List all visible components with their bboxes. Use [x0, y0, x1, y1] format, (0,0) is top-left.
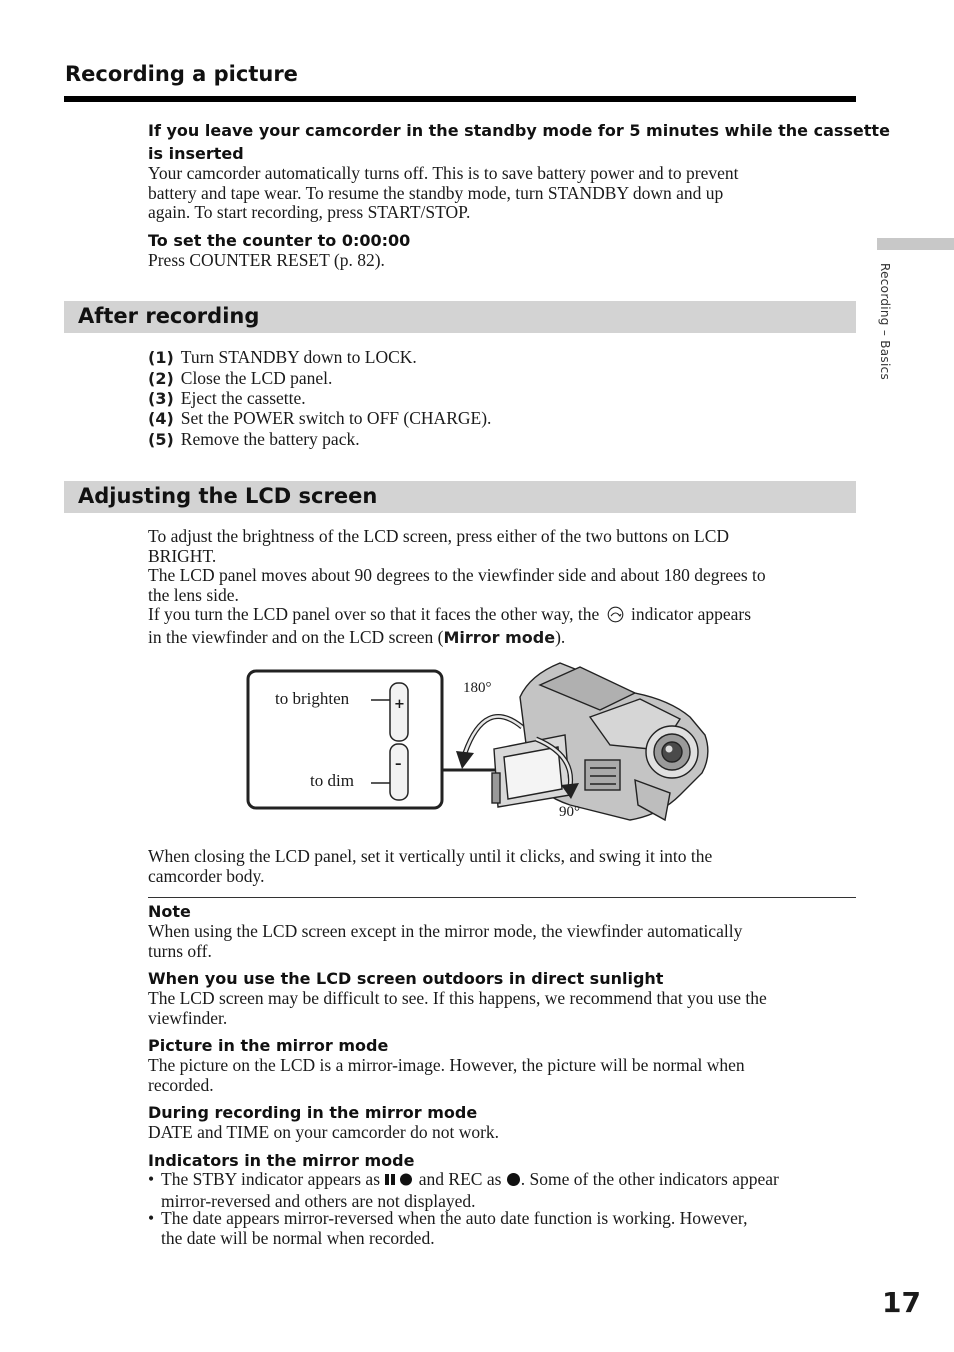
picture-mirror-heading: Picture in the mirror mode: [148, 1036, 389, 1055]
step-1: [148, 347, 417, 368]
bullet-dot: •: [148, 1208, 155, 1228]
dim-button: [390, 744, 408, 800]
sun-line-2: viewfinder.: [148, 1007, 228, 1028]
step-num: (5): [148, 430, 174, 449]
bullet-1-line-1: [161, 1170, 860, 1192]
note-line-1: When using the LCD screen except in the mirror mode, the viewfinder automatically: [148, 921, 743, 941]
after-recording-band: [64, 301, 856, 333]
adjusting-band: [64, 481, 856, 513]
pic-line-2: recorded.: [148, 1074, 214, 1095]
recording-mirror-text: DATE and TIME on your camcorder do not work.: [148, 1122, 500, 1142]
label-dim: to dim: [310, 771, 354, 790]
standby-line-1: Your camcorder automatically turns off. This is to save battery power and to prevent: [148, 163, 739, 183]
mirror-mode-icon: [607, 606, 624, 628]
bullet-1: [148, 1170, 860, 1211]
step-4: [148, 408, 491, 429]
bullet-2-line-1: The date appears mirror-reversed when the auto date function is working. However,: [161, 1208, 748, 1228]
note-line-2: turns off.: [148, 940, 212, 961]
after-recording-title: After recording: [78, 304, 260, 328]
adjust-p3-d: ).: [555, 626, 566, 647]
step-2: [148, 368, 332, 389]
step-num: (4): [148, 409, 174, 428]
step-text: Close the LCD panel.: [180, 368, 333, 388]
page-title: Recording a picture: [65, 62, 298, 86]
standby-line-2: battery and tape wear. To resume the standby mode, turn STANDBY down and up: [148, 182, 724, 203]
pic-line-1: The picture on the LCD is a mirror-image. However, the picture will be normal when: [148, 1055, 745, 1075]
adjust-p3-b: indicator appears: [631, 604, 752, 624]
stby-indicator-icon: [384, 1172, 414, 1192]
sun-line-1: The LCD screen may be difficult to see. If this happens, we recommend that you use the: [148, 988, 767, 1008]
adjust-p2-line2: the lens side.: [148, 584, 239, 605]
adjust-p3-c: in the viewfinder and on the LCD screen (: [148, 626, 444, 647]
adjust-p1-line1: To adjust the brightness of the LCD screen, press either of the two buttons on LCD: [148, 526, 730, 546]
adjust-p3-line1: [148, 605, 860, 628]
label-brighten: to brighten: [275, 689, 350, 708]
counter-text: Press COUNTER RESET (p. 82).: [148, 250, 385, 270]
bullet1-c: . Some of the other indicators appear: [520, 1169, 779, 1189]
step-3: [148, 388, 306, 409]
recording-mirror-heading: During recording in the mirror mode: [148, 1103, 478, 1122]
standby-text: [148, 164, 860, 223]
arrow-180-head: [456, 751, 474, 769]
adjust-p3-line2: [148, 628, 860, 648]
picture-mirror-text: [148, 1056, 860, 1095]
bullet1-a: The STBY indicator appears as: [161, 1169, 381, 1189]
angle-180: 180°: [463, 680, 492, 696]
standby-heading-2: is inserted: [148, 144, 244, 163]
step-text: Remove the battery pack.: [180, 429, 360, 449]
bullet-1-line-2: mirror-reversed and others are not displayed.: [161, 1190, 476, 1211]
step-num: (1): [148, 348, 174, 367]
standby-heading-1: If you leave your camcorder in the standby mode for 5 minutes while the cassette: [148, 121, 890, 140]
adjust-p1-line2: BRIGHT.: [148, 545, 217, 566]
step-num: (2): [148, 369, 174, 388]
note-heading: Note: [148, 902, 191, 921]
adjusting-text: [148, 527, 860, 647]
rec-indicator-icon: [506, 1172, 521, 1192]
step-text: Turn STANDBY down to LOCK.: [180, 347, 417, 367]
closing-line-2: camcorder body.: [148, 865, 265, 886]
step-text: Set the POWER switch to OFF (CHARGE).: [180, 408, 492, 428]
section-label: Recording – Basics: [878, 263, 892, 381]
adjusting-title: Adjusting the LCD screen: [78, 484, 378, 508]
closing-text: [148, 847, 860, 886]
closing-line-1: When closing the LCD panel, set it vertically until it clicks, and swing it into the: [148, 846, 713, 866]
adjust-p3-a: If you turn the LCD panel over so that it faces the other way, the: [148, 604, 600, 624]
step-5: [148, 429, 360, 450]
sunlight-heading: When you use the LCD screen outdoors in direct sunlight: [148, 969, 664, 988]
lcd-panel: [492, 735, 570, 807]
standby-line-3: again. To start recording, press START/STOP.: [148, 202, 471, 222]
bullet-2-line-2: the date will be normal when recorded.: [161, 1227, 435, 1248]
page-number: 17: [882, 1286, 921, 1319]
brighten-button: [390, 683, 408, 741]
step-text: Eject the cassette.: [180, 388, 306, 408]
indicators-heading: Indicators in the mirror mode: [148, 1151, 415, 1170]
plus-sign: +: [394, 697, 405, 712]
note-text: [148, 922, 860, 961]
bullet-2: [148, 1209, 860, 1248]
counter-heading: To set the counter to 0:00:00: [148, 231, 411, 250]
bullet1-b: and REC as: [418, 1169, 502, 1189]
step-num: (3): [148, 389, 174, 408]
title-rule: [64, 96, 856, 102]
notes-rule: [148, 897, 856, 898]
minus-sign: –: [395, 757, 402, 772]
adjust-p2-line1: The LCD panel moves about 90 degrees to the viewfinder side and about 180 degrees to: [148, 565, 766, 585]
angle-90: 90°: [559, 804, 580, 820]
section-tab: [877, 238, 954, 250]
mirror-mode-term: Mirror mode: [443, 627, 556, 647]
sunlight-text: [148, 989, 860, 1028]
bullet-dot: •: [148, 1169, 155, 1189]
